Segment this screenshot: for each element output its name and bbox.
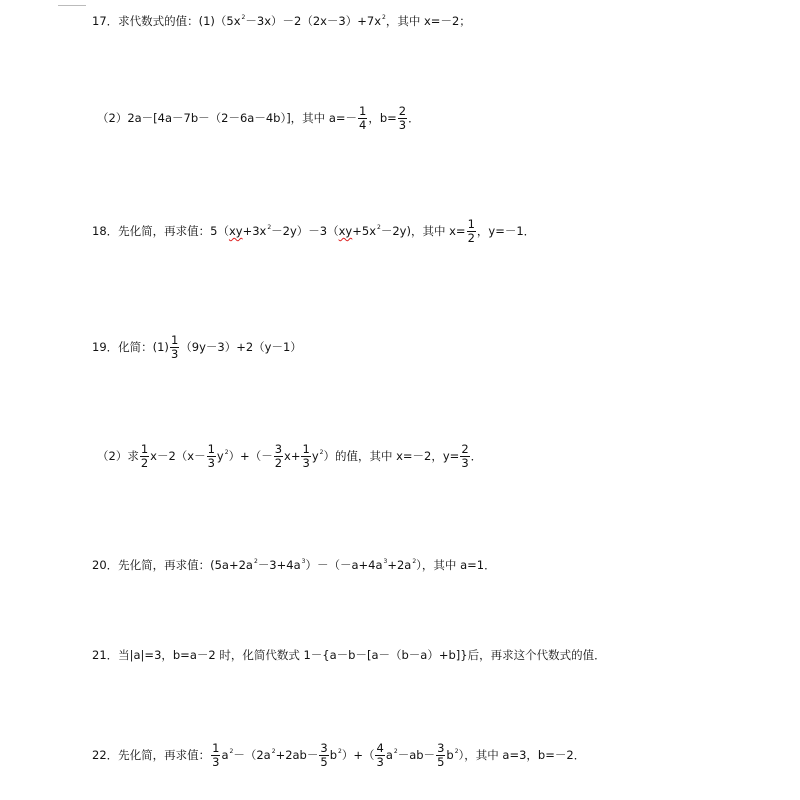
- text: ），其中 a=3，b=－2．: [458, 748, 586, 762]
- fraction: [207, 443, 216, 470]
- text: a: [385, 748, 393, 762]
- exponent: 2: [338, 748, 342, 755]
- denominator: 3: [461, 456, 469, 470]
- denominator: 2: [140, 456, 149, 470]
- exponent: 3: [301, 558, 306, 565]
- text: －2y）－3（: [271, 224, 339, 238]
- text: －ab－: [397, 748, 436, 762]
- exponent: 2: [241, 14, 246, 21]
- text: ）+（－: [228, 449, 273, 463]
- problem-20: [92, 554, 496, 573]
- denominator: 2: [467, 231, 475, 245]
- text: ）+（: [341, 748, 375, 762]
- spellcheck-word: xy: [228, 224, 243, 238]
- text: +2a: [387, 558, 412, 572]
- text: 22．先化简，再求值：: [92, 748, 211, 762]
- numerator: 2: [461, 442, 469, 456]
- numerator: 1: [359, 104, 367, 118]
- text: 18．先化简，再求值：5（: [92, 224, 229, 238]
- numerator: 4: [376, 741, 384, 755]
- fraction: [467, 218, 476, 245]
- numerator: 1: [140, 442, 149, 456]
- text: +3x: [242, 224, 267, 238]
- text: ，其中 x=－2；: [385, 14, 471, 28]
- exponent: 2: [271, 748, 276, 755]
- denominator: 3: [376, 755, 384, 769]
- numerator: 2: [398, 104, 407, 118]
- problem-18: [92, 218, 535, 245]
- text: －3+4a: [257, 558, 301, 572]
- problem-19-part-1: [92, 334, 302, 361]
- problem-17-part-2: [97, 105, 420, 132]
- fraction: [319, 742, 328, 769]
- fraction: [140, 443, 149, 470]
- fraction: [460, 443, 469, 470]
- fraction: [398, 105, 407, 132]
- text: －（2a: [233, 748, 271, 762]
- denominator: 3: [207, 456, 215, 470]
- text: （2）求: [97, 449, 139, 463]
- text: x－2（x－: [150, 449, 206, 463]
- fraction: [274, 443, 283, 470]
- text: 19．化简：(1): [92, 340, 169, 354]
- text: －3x）－2（2x－3）+7x: [245, 14, 382, 28]
- text: +5x: [352, 224, 377, 238]
- fraction: [375, 742, 384, 769]
- text: ）－（－a+4a: [305, 558, 383, 572]
- numerator: 1: [212, 741, 220, 755]
- header-rule: [58, 5, 86, 6]
- text: a: [221, 748, 229, 762]
- numerator: 1: [207, 442, 215, 456]
- fraction: [170, 334, 179, 361]
- denominator: 4: [359, 118, 367, 132]
- exponent: 2: [267, 224, 272, 231]
- denominator: 3: [212, 755, 220, 769]
- numerator: 3: [437, 741, 445, 755]
- numerator: 1: [302, 442, 310, 456]
- text: ，y=－1．: [476, 224, 536, 238]
- denominator: 2: [274, 456, 283, 470]
- text: +2ab－: [275, 748, 319, 762]
- problem-21: [92, 647, 606, 663]
- exponent: 2: [377, 224, 381, 231]
- exponent: 2: [224, 449, 229, 456]
- text: b: [329, 748, 338, 762]
- exponent: 2: [229, 748, 234, 755]
- denominator: 5: [437, 755, 445, 769]
- exponent: 2: [382, 14, 386, 21]
- text: ．: [470, 449, 483, 463]
- problem-22: [92, 742, 585, 769]
- text: ）的值，其中 x=－2，y=: [323, 449, 460, 463]
- numerator: 3: [320, 741, 328, 755]
- exponent: 2: [454, 748, 459, 755]
- text: x+: [284, 449, 301, 463]
- problem-19-part-2: [97, 443, 482, 470]
- exponent: 3: [383, 558, 388, 565]
- exponent: 2: [393, 748, 398, 755]
- denominator: 5: [320, 755, 328, 769]
- denominator: 3: [170, 347, 179, 361]
- denominator: 3: [302, 456, 310, 470]
- text: y: [311, 449, 319, 463]
- fraction: [436, 742, 445, 769]
- exponent: 2: [412, 558, 417, 565]
- fraction: [358, 105, 367, 132]
- text: b: [446, 748, 454, 762]
- text: 20．先化简，再求值：(5a+2a: [92, 558, 253, 572]
- numerator: 3: [274, 442, 283, 456]
- numerator: 1: [170, 333, 179, 347]
- numerator: 1: [467, 217, 475, 231]
- text: ，b=: [368, 111, 397, 125]
- text: （9y－3）+2（y－1）: [180, 340, 302, 354]
- text: 21．当|a|=3，b=a－2 时，化简代数式 1－{a－b－[a－（b－a）+b]}后，再求这个代数式的值．: [92, 648, 606, 662]
- exponent: 2: [253, 558, 258, 565]
- fraction: [301, 443, 310, 470]
- problem-17-part-1: [92, 10, 471, 29]
- text: ），其中 a=1．: [416, 558, 496, 572]
- fraction: [211, 742, 220, 769]
- text: （2）2a－[4a－7b－（2－6a－4b）]，其中 a=－: [97, 111, 358, 125]
- spellcheck-word: xy: [338, 224, 353, 238]
- exponent: 2: [319, 449, 324, 456]
- text: y: [216, 449, 224, 463]
- text: 17．求代数式的值：(1)（5x: [92, 14, 241, 28]
- text: －2y)，其中 x=: [380, 224, 466, 238]
- text: ．: [408, 111, 420, 125]
- denominator: 3: [398, 118, 407, 132]
